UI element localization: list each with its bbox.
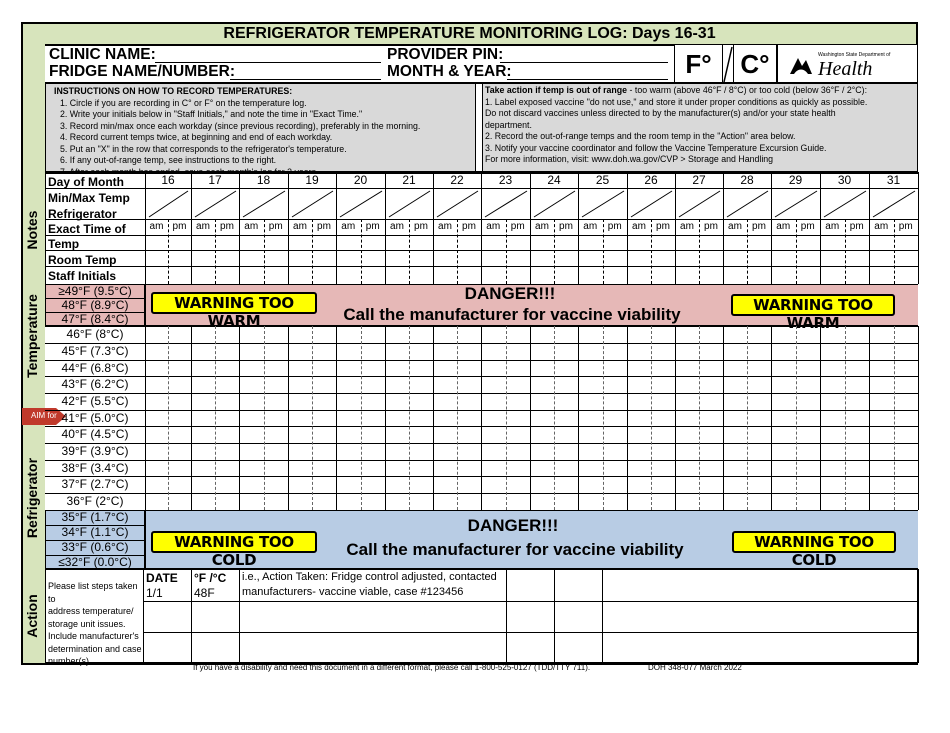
instruction-item: 2. Write your initials below in "Staff Initials," and note the time in "Exact Time.": [60, 109, 363, 119]
temp-row-label: 34°F (1.1°C): [61, 525, 129, 539]
exact-time-label-1: Exact Time of: [48, 222, 126, 236]
temp-row-label: 44°F (6.8°C): [61, 361, 129, 375]
action-v-line: [239, 569, 240, 663]
pm-label: pm: [220, 221, 234, 232]
day-number: 26: [644, 173, 658, 187]
instructions-list: [54, 98, 475, 179]
ampm-divider: [312, 219, 313, 284]
fridge-name-field[interactable]: [230, 79, 381, 80]
minmax-cell[interactable]: [433, 189, 481, 219]
am-label: am: [776, 221, 791, 232]
grid-h-line: [145, 443, 918, 444]
day-number: 16: [161, 173, 175, 187]
pm-label: pm: [800, 221, 815, 232]
action-instr-line: address temperature/: [48, 606, 134, 616]
month-year-label: MONTH & YEAR:: [387, 63, 512, 80]
instruction-item: 5. Put an "X" in the row that corresponds to the refrigerator's temperature.: [60, 143, 347, 154]
grid-v-line: [820, 326, 821, 510]
am-label: am: [535, 221, 549, 232]
temp-row-label: 46°F (8°C): [66, 327, 124, 341]
warning-too-cold-right: WARNING TOO COLD: [732, 531, 896, 553]
temp-row-label: 42°F (5.5°C): [61, 394, 129, 408]
am-label: am: [728, 221, 742, 232]
fahrenheit-option[interactable]: F°: [674, 44, 723, 83]
minmax-cell[interactable]: [578, 189, 627, 219]
action-temp-header: °F /°C: [194, 571, 227, 585]
instructions-heading: INSTRUCTIONS ON HOW TO RECORD TEMPERATURES:: [54, 86, 293, 96]
minmax-cell[interactable]: [239, 189, 288, 219]
pm-label: pm: [365, 221, 380, 232]
footer-doc-id: DOH 348-077 March 2022: [648, 663, 742, 672]
action-v-line: [554, 569, 555, 663]
day-number: 31: [886, 173, 901, 187]
action-example-temp: 48F: [194, 586, 215, 600]
minmax-cell[interactable]: [530, 189, 578, 219]
ampm-divider: [747, 219, 748, 284]
day-number: 24: [547, 173, 561, 187]
pm-label: pm: [317, 221, 331, 232]
grid-ampm-divider: [796, 326, 797, 510]
grid-v-line: [288, 326, 289, 510]
action-h-line: [143, 632, 918, 633]
grid-h-line: [145, 460, 918, 461]
minmax-cell[interactable]: [820, 189, 869, 219]
doh-logo: [777, 44, 918, 83]
grid-h-line: [145, 510, 918, 511]
day-number: 25: [595, 173, 610, 187]
ampm-divider: [894, 219, 895, 284]
aim-for-label: AIM for: [31, 411, 57, 420]
temp-row-label: ≤32°F (0.0°C): [58, 555, 132, 569]
staff-initials-label: Staff Initials: [48, 269, 117, 283]
grid-ampm-divider: [845, 326, 846, 510]
action-instructions: [48, 580, 144, 668]
temperature-side-label: Temperature: [24, 294, 40, 378]
action-line: Do not discard vaccines unless directed to by the manufacturer(s) and/or your state health: [485, 108, 836, 118]
grid-v-line: [530, 326, 531, 510]
am-label: am: [341, 221, 356, 232]
am-label: am: [825, 221, 840, 232]
pm-label: pm: [607, 221, 622, 232]
instruction-item: 3. Record min/max once each workday (since previous recording), preferably in the morning.: [60, 120, 421, 131]
logo-subtitle: Washington State Department of: [818, 52, 891, 58]
day-number: 19: [305, 173, 319, 187]
day-number: 23: [498, 173, 513, 187]
am-label: am: [244, 221, 259, 232]
grid-ampm-divider: [747, 326, 748, 510]
grid-v-line: [578, 326, 579, 510]
temp-row-label: 38°F (3.4°C): [61, 461, 129, 475]
pm-label: pm: [268, 221, 283, 232]
ampm-divider: [845, 219, 846, 284]
action-example-text-2: manufacturers- vaccine viable, case #123456: [242, 586, 464, 598]
unit-divider: [723, 44, 733, 83]
grid-v-line: [723, 326, 724, 510]
action-instr-line: number(s).: [48, 656, 92, 666]
day-number: 22: [450, 173, 464, 187]
danger-warm: DANGER!!!: [464, 284, 556, 303]
grid-ampm-divider: [312, 326, 313, 510]
grid-ampm-divider: [651, 326, 652, 510]
grid-v-line: [918, 326, 919, 510]
grid-ampm-divider: [168, 326, 169, 510]
warning-too-warm-left: WARNING TOO WARM: [151, 292, 317, 314]
action-line: For more information, visit: www.doh.wa.gov/CVP > Storage and Handling: [485, 154, 774, 164]
am-label: am: [632, 221, 646, 232]
action-h-line: [143, 601, 918, 602]
temp-row-label: 48°F (8.9°C): [61, 298, 129, 312]
fridge-name-label: FRIDGE NAME/NUMBER:: [49, 63, 235, 80]
grid-h-line: [145, 376, 918, 377]
am-label: am: [486, 221, 501, 232]
day-number: 30: [837, 173, 852, 187]
row-line: [45, 284, 918, 285]
exact-time-label-2: Temp: [48, 237, 80, 251]
minmax-cell[interactable]: [675, 189, 723, 219]
grid-h-line: [145, 360, 918, 361]
grid-ampm-divider: [361, 326, 362, 510]
grid-h-line: [145, 426, 918, 427]
temp-row-label: 36°F (2°C): [66, 494, 124, 508]
instruction-item: 6. If any out-of-range temp, see instructions to the right.: [60, 155, 277, 165]
logo-emblem-icon: [788, 54, 814, 78]
minmax-cell[interactable]: [385, 189, 433, 219]
grid-ampm-divider: [554, 326, 555, 510]
danger-cold: DANGER!!!: [467, 516, 559, 535]
ampm-divider: [603, 219, 604, 284]
ampm-divider: [215, 219, 216, 284]
logo-title: Health: [818, 58, 873, 80]
pm-label: pm: [172, 221, 187, 232]
grid-v-line: [627, 326, 628, 510]
action-line: 2. Record the out-of-range temps and the room temp in the "Action" area below.: [485, 131, 796, 141]
ampm-divider: [651, 219, 652, 284]
temp-row-label: ≥49°F (9.5°C): [58, 284, 132, 298]
provider-pin-field[interactable]: [500, 62, 668, 63]
day-number: 21: [402, 173, 416, 187]
grid-v-line: [869, 326, 870, 510]
temp-row-label: 39°F (3.9°C): [61, 444, 129, 458]
temp-row-label: 43°F (6.2°C): [61, 377, 129, 391]
action-instr-line: Please list steps taken to: [48, 581, 138, 604]
grid-v-line: [433, 326, 434, 510]
page-title: REFRIGERATOR TEMPERATURE MONITORING LOG: Days 16-31: [21, 22, 918, 43]
am-label: am: [583, 221, 598, 232]
grid-h-line: [145, 410, 918, 411]
action-instr-line: storage unit issues.: [48, 618, 126, 629]
footer-disability: If you have a disability and need this document in a different format, please call 1-800-525-0127 (TDD/TTY 711).: [193, 663, 591, 672]
pm-label: pm: [656, 221, 670, 232]
minmax-cell[interactable]: [723, 189, 771, 219]
grid-ampm-divider: [506, 326, 507, 510]
action-v-line: [143, 569, 144, 663]
grid-ampm-divider: [215, 326, 216, 510]
temp-row-label: 45°F (7.3°C): [61, 344, 129, 358]
am-label: am: [438, 221, 452, 232]
grid-ampm-divider: [264, 326, 265, 510]
temp-label-border: [145, 284, 146, 569]
grid-v-line: [191, 326, 192, 510]
minmax-cell[interactable]: [627, 189, 675, 219]
grid-h-line: [145, 476, 918, 477]
ampm-divider: [699, 219, 700, 284]
action-date-header: DATE: [146, 571, 178, 585]
pm-label: pm: [510, 221, 525, 232]
grid-v-line: [239, 326, 240, 510]
grid-v-line: [336, 326, 337, 510]
grid-ampm-divider: [603, 326, 604, 510]
day-number: 20: [353, 173, 368, 187]
minmax-cell[interactable]: [145, 189, 191, 219]
action-v-line: [918, 569, 919, 663]
action-side-label: Action: [24, 594, 40, 638]
minmax-cell[interactable]: [869, 189, 918, 219]
ampm-divider: [264, 219, 265, 284]
instruction-item: 1. Circle if you are recording in C° or F° on the temperature log.: [60, 97, 307, 108]
minmax-cell[interactable]: [288, 189, 336, 219]
action-example-text-1: i.e., Action Taken: Fridge control adjusted, contacted: [242, 571, 497, 583]
ampm-divider: [361, 219, 362, 284]
action-grid: [143, 569, 918, 663]
pm-label: pm: [752, 221, 766, 232]
action-instructions-box: [482, 83, 918, 172]
action-line: 1. Label exposed vaccine "do not use," and store it under proper conditions as quickly as possible.: [485, 96, 868, 107]
am-label: am: [293, 221, 307, 232]
instructions-box: [45, 83, 476, 172]
instruction-item: 4. Record current temps twice, at beginning and end of each workday.: [60, 132, 333, 142]
minmax-cell[interactable]: [481, 189, 530, 219]
action-line: 3. Notify your vaccine coordinator and follow the Vaccine Temperature Excursion Guide.: [485, 142, 827, 153]
refrigerator-side-label: Refrigerator: [24, 457, 40, 539]
grid-v-line: [385, 326, 386, 510]
temp-row-label: 41°F (5.0°C): [61, 411, 129, 425]
grid-h-line: [145, 343, 918, 344]
minmax-label-1: Min/Max Temp: [48, 191, 130, 205]
clinic-name-label: CLINIC NAME:: [49, 46, 156, 63]
am-label: am: [196, 221, 210, 232]
am-label: am: [390, 221, 404, 232]
pm-label: pm: [559, 221, 573, 232]
action-v-line: [506, 569, 507, 663]
day-number: 27: [692, 173, 706, 187]
ampm-divider: [168, 219, 169, 284]
pm-label: pm: [414, 221, 428, 232]
minmax-cell[interactable]: [191, 189, 239, 219]
temp-row-label: 40°F (4.5°C): [61, 427, 129, 441]
day-number: 18: [256, 173, 271, 187]
grid-v-line: [481, 326, 482, 510]
call-manufacturer-warm: Call the manufacturer for vaccine viability: [343, 305, 681, 324]
col-line: [918, 172, 919, 284]
action-v-line: [602, 569, 603, 663]
pm-label: pm: [704, 221, 718, 232]
room-temp-label: Room Temp: [48, 253, 117, 267]
grid-ampm-divider: [457, 326, 458, 510]
action-instr-line: Include manufacturer's: [48, 631, 139, 641]
grid-h-line: [145, 326, 918, 327]
grid-ampm-divider: [699, 326, 700, 510]
grid-v-line: [675, 326, 676, 510]
grid-h-line: [145, 393, 918, 394]
ampm-divider: [457, 219, 458, 284]
day-number: 17: [208, 173, 222, 187]
action-heading-rest: - too warm (above 46°F / 8°C) or too cold (below 36°F / 2°C):: [627, 85, 868, 95]
call-manufacturer-cold: Call the manufacturer for vaccine viability: [346, 540, 684, 559]
ampm-divider: [409, 219, 410, 284]
warning-too-warm-right: WARNING TOO WARM: [731, 294, 895, 316]
ampm-divider: [796, 219, 797, 284]
am-label: am: [874, 221, 889, 232]
action-instr-line: determination and case: [48, 643, 142, 654]
day-of-month-label: Day of Month: [48, 175, 124, 189]
pm-label: pm: [849, 221, 864, 232]
day-number: 28: [740, 173, 754, 187]
pm-label: pm: [898, 221, 913, 232]
minmax-cell[interactable]: [336, 189, 385, 219]
grid-ampm-divider: [894, 326, 895, 510]
celsius-option[interactable]: C°: [733, 44, 777, 83]
action-dash-line: [191, 569, 192, 601]
minmax-label-2: Refrigerator: [48, 207, 117, 221]
temp-row-label: 47°F (8.4°C): [61, 312, 129, 326]
temp-row-label: 33°F (0.6°C): [61, 540, 129, 554]
temp-row-label: 37°F (2.7°C): [61, 477, 129, 491]
temp-row-label: 35°F (1.7°C): [61, 510, 129, 524]
provider-pin-label: PROVIDER PIN:: [387, 46, 504, 63]
temp-row-line: [45, 569, 145, 570]
grid-ampm-divider: [409, 326, 410, 510]
action-line: department.: [485, 119, 532, 130]
month-year-field[interactable]: [507, 79, 668, 80]
warning-too-cold-left: WARNING TOO COLD: [151, 531, 317, 553]
ampm-divider: [506, 219, 507, 284]
grid-v-line: [771, 326, 772, 510]
pm-label: pm: [462, 221, 476, 232]
action-heading: Take action if temp is out of range: [485, 85, 628, 95]
am-label: am: [680, 221, 694, 232]
notes-side-label: Notes: [24, 210, 40, 250]
grid-h-line: [145, 493, 918, 494]
ampm-divider: [554, 219, 555, 284]
minmax-cell[interactable]: [771, 189, 820, 219]
am-label: am: [149, 221, 164, 232]
action-example-date: 1/1: [146, 586, 163, 600]
day-number: 29: [788, 173, 803, 187]
